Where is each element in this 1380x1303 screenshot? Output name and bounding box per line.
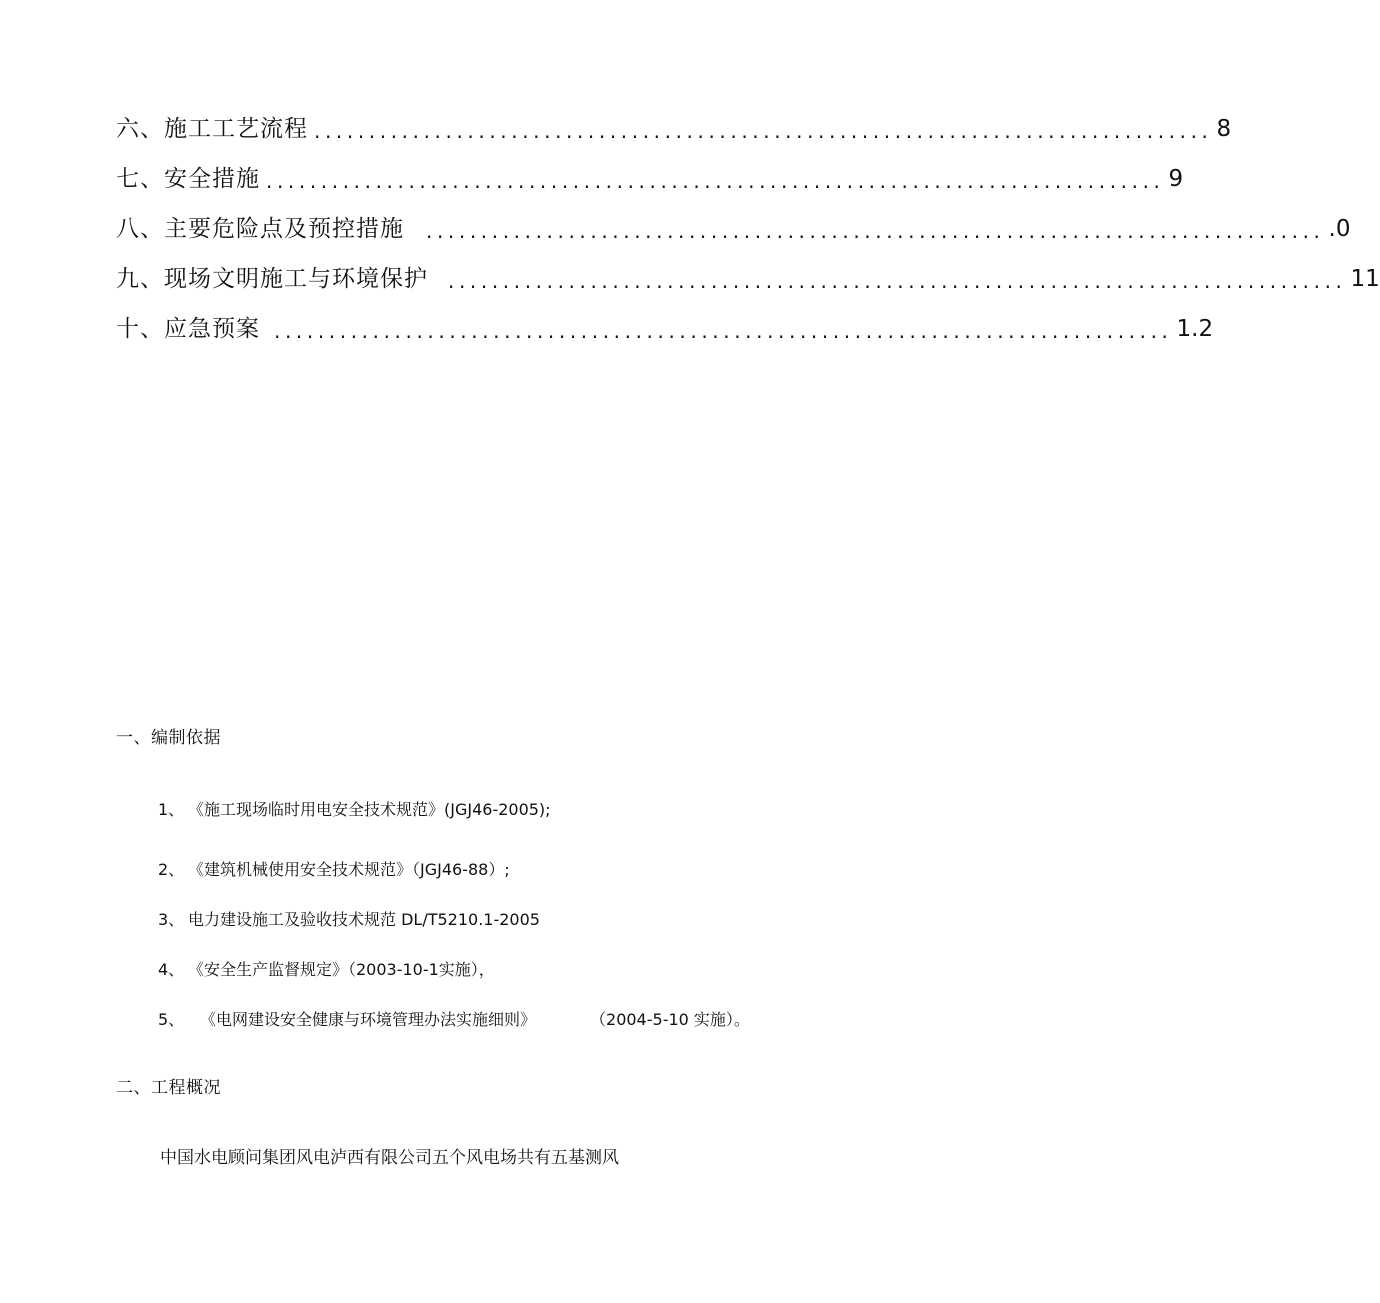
basis-item [158,958,495,982]
toc-leader-dots: .................................................................................. [448,269,1347,293]
basis-item-text: 电力建设施工及验收技术规范 DL/T5210.1-2005 [188,910,540,929]
toc-entry-page: 9 [1168,166,1184,192]
toc-entry-page: 1.2 [1176,316,1214,342]
basis-item-number: 4、 [158,960,185,979]
basis-item-text: 《电网建设安全健康与环境管理办法实施细则》 [200,1010,537,1029]
basis-item-text: 《建筑机械使用安全技术规范》（JGJ46-88）; [188,860,510,879]
basis-item-number: 1、 [158,800,185,819]
section-heading-overview: 二、工程概况 [116,1078,221,1098]
basis-item [158,858,510,882]
toc-entry[interactable] [116,162,1184,196]
toc-leader-dots: .................................................................................. [314,119,1213,143]
basis-item [158,798,551,822]
toc-entry-title: 十、应急预案 [116,316,260,342]
toc-entry[interactable] [116,112,1232,146]
overview-paragraph: 中国水电顾问集团风电泸西有限公司五个风电场共有五基测风 [160,1148,619,1168]
basis-item [158,1008,750,1032]
basis-item-number: 5、 [158,1010,185,1029]
toc-entry[interactable] [116,262,1380,296]
toc-leader-dots: .................................................................................. [266,169,1165,193]
toc-entry[interactable] [116,312,1214,346]
basis-item-number: 2、 [158,860,185,879]
toc-leader-dots: .................................................................................. [274,319,1173,343]
basis-item-date: （2004-5-10 实施）。 [590,1010,750,1029]
basis-item [158,908,540,932]
toc-entry-page: .0 [1328,216,1351,242]
toc-entry-title: 六、施工工艺流程 [116,116,308,142]
toc-entry-title: 八、主要危险点及预控措施 [116,216,404,242]
toc-entry-title: 七、安全措施 [116,166,260,192]
section-heading-basis: 一、编制依据 [116,728,221,748]
toc-entry[interactable] [116,212,1351,246]
toc-entry-title: 九、现场文明施工与环境保护 [116,266,428,292]
toc-entry-page: 8 [1216,116,1232,142]
basis-item-text: 《施工现场临时用电安全技术规范》(JGJ46-2005); [188,800,551,819]
toc-entry-page: 11 [1350,266,1380,292]
basis-item-text: 《安全生产监督规定》（2003-10-1实施）， [188,960,495,979]
basis-item-number: 3、 [158,910,185,929]
toc-leader-dots: .................................................................................. [426,219,1325,243]
